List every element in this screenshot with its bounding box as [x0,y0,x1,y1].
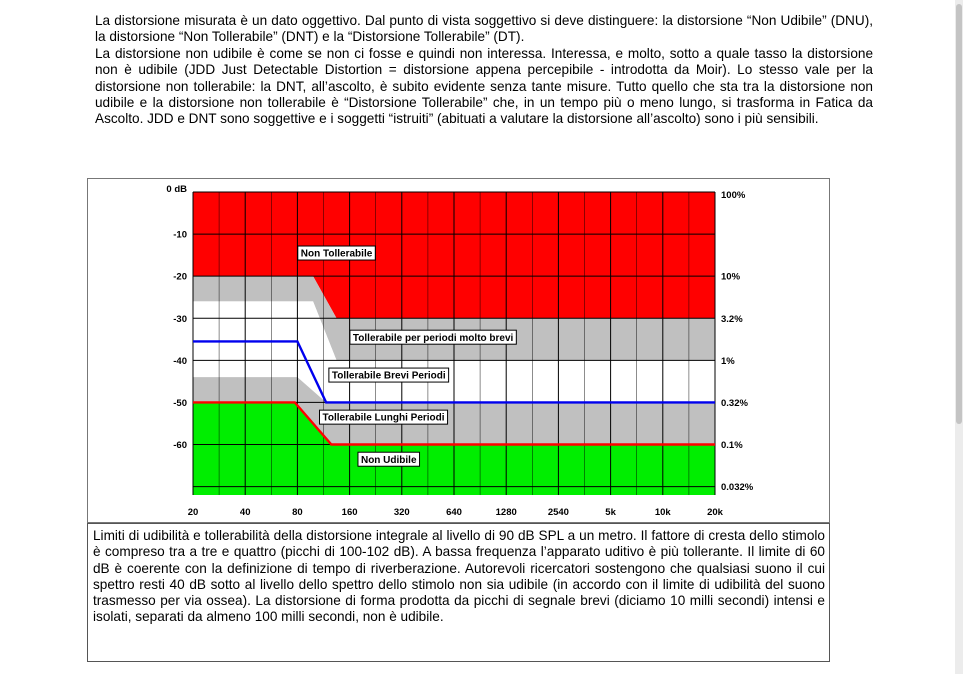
figure-caption-box [87,523,830,662]
right-tick-label: 0.1% [721,440,743,451]
x-tick-label: 320 [393,507,410,518]
right-tick-label: 10% [721,271,741,283]
left-tick-label: -20 [173,271,187,283]
distortion-chart [88,179,829,522]
x-tick-label: 40 [239,507,251,518]
right-tick-label: 1% [721,355,735,367]
region-label-4: Non Udibile [360,454,417,466]
scrollbar-thumb[interactable] [956,4,962,424]
left-tick-label: -50 [173,397,187,409]
figure-caption: Limiti di udibilità e tollerabilità della distorsione integrale al livello di 90 dB SPL a un metro. Il fattore di cresta dello stimolo è compreso tra a tre e quattro (picchi di 100-102 dB). A bassa frequenza l’apparato uditivo è più tollerante. Il limite di 60 dB è coerente con la definizione di tempo di riverberazione. Autorevoli ricercatori sostengono che qualsiasi suono il cui spettro resti 40 dB sotto al livello dello spettro dello stimolo non sia udibile (in accordo con il limite di udibilità del suono trasmesso per via ossea). La distorsione di forma prodotta da picchi di segnale brevi (diciamo 10 milli secondi) intensi e isolati, separati da almeno 100 milli secondi, non è udibile. [93,528,825,625]
left-tick-label: -30 [173,313,187,325]
x-tick-label: 160 [341,507,358,518]
distortion-chart-figure [87,178,830,523]
left-tick-label: -10 [173,229,187,241]
x-tick-label: 2540 [547,507,569,518]
right-tick-label: 100% [721,190,746,201]
intro-paragraph-2: La distorsione non udibile è come se non ci fosse e quindi non interessa. Interessa, e molto, sotto a quale tasso la distorsione non è udibile (JDD Just Detectable Distortion = distorsione appena percepibile - introdotta da Moir). Lo stesso vale per la distorsione non tollerabile: la DNT, all’ascolto, è subito evidente senza tante misure. Tutto quello che sta tra la distorsione non udibile e la distorsione non tollerabile è “Distorsione Tollerabile” che, in un tempo più o meno lungo, si trasforma in Fatica da Ascolto. JDD e DNT sono soggettive e i soggetti “istruiti” (abituati a valutare la distorsione all’ascolto) sono i più sensibili. [95,46,873,127]
x-tick-label: 5k [605,507,616,518]
x-tick-label: 10k [654,507,671,518]
x-tick-label: 1280 [495,507,517,518]
region-label-1: Tollerabile per periodi molto brevi [352,332,514,344]
region-label-3: Tollerabile Lunghi Periodi [322,412,445,424]
left-tick-label: 0 dB [166,184,187,195]
intro-paragraph-1: La distorsione misurata è un dato oggettivo. Dal punto di vista soggettivo si deve distinguere: la distorsione “Non Udibile” (DNU), la distorsione “Non Tollerabile” (DNT) e la “Distorsione Tollerabile” (DT). [95,13,873,45]
x-tick-label: 20k [707,507,723,518]
region-label-0: Non Tollerabile [300,248,373,260]
x-tick-label: 20 [187,507,199,518]
vertical-scrollbar[interactable] [955,0,963,674]
left-tick-label: -60 [173,440,187,451]
x-tick-label: 80 [292,507,303,518]
right-tick-label: 3.2% [721,313,743,325]
right-tick-label: 0.32% [721,397,748,409]
region-label-2: Tollerabile Brevi Periodi [331,370,446,382]
right-tick-label: 0.032% [721,482,754,494]
left-tick-label: -40 [173,355,187,367]
x-tick-label: 640 [446,507,462,518]
